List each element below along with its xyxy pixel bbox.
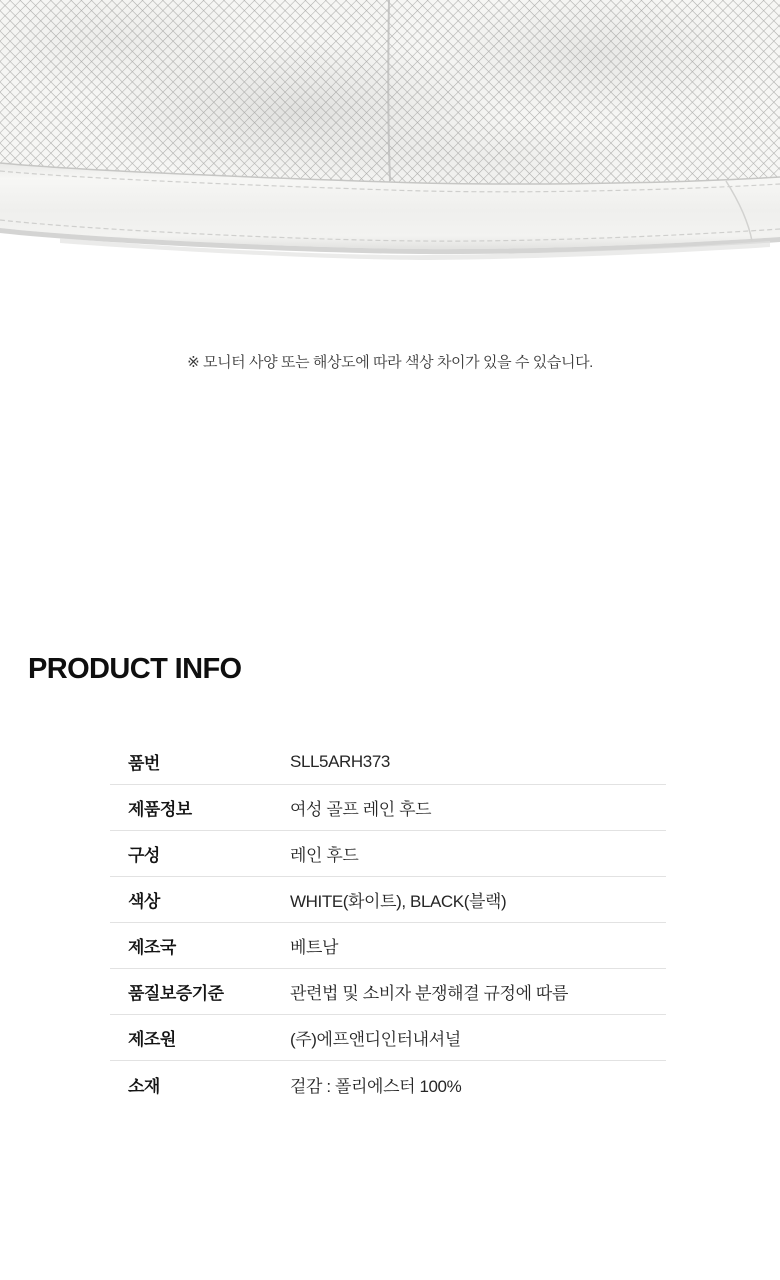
row-label: 소재 [128,1076,160,1096]
color-disclaimer-text: ※ 모니터 사양 또는 해상도에 따라 색상 차이가 있을 수 있습니다. [187,354,593,371]
product-info-table [110,739,666,1107]
row-value: 관련법 및 소비자 분쟁해결 규정에 따름 [290,984,568,1003]
row-value: WHITE(화이트), BLACK(블랙) [290,892,507,911]
product-info-title: PRODUCT INFO [28,653,242,685]
table-row-composition [110,831,666,877]
fabric-closeup-photo [0,0,780,280]
table-row-color [110,877,666,923]
fabric-illustration [0,0,780,280]
row-value: 겉감 : 폴리에스터 100% [290,1076,462,1096]
row-value: 레인 후드 [290,846,359,865]
table-row-manufacturer [110,1015,666,1061]
row-value: 여성 골프 레인 후드 [290,800,432,819]
table-row-product-info [110,785,666,831]
row-value: (주)에프앤디인터내셔널 [290,1030,461,1049]
row-value: 베트남 [290,938,339,957]
table-row-country [110,923,666,969]
table-row-item-number [110,739,666,785]
row-label: 구성 [128,846,160,865]
row-label: 품질보증기준 [128,984,224,1003]
row-label: 품번 [128,754,160,773]
row-value: SLL5ARH373 [290,751,390,771]
row-label: 제품정보 [128,800,192,819]
row-label: 제조국 [128,938,176,957]
row-label: 색상 [128,892,160,911]
table-row-warranty [110,969,666,1015]
table-row-material [110,1061,666,1107]
row-label: 제조원 [128,1030,176,1049]
